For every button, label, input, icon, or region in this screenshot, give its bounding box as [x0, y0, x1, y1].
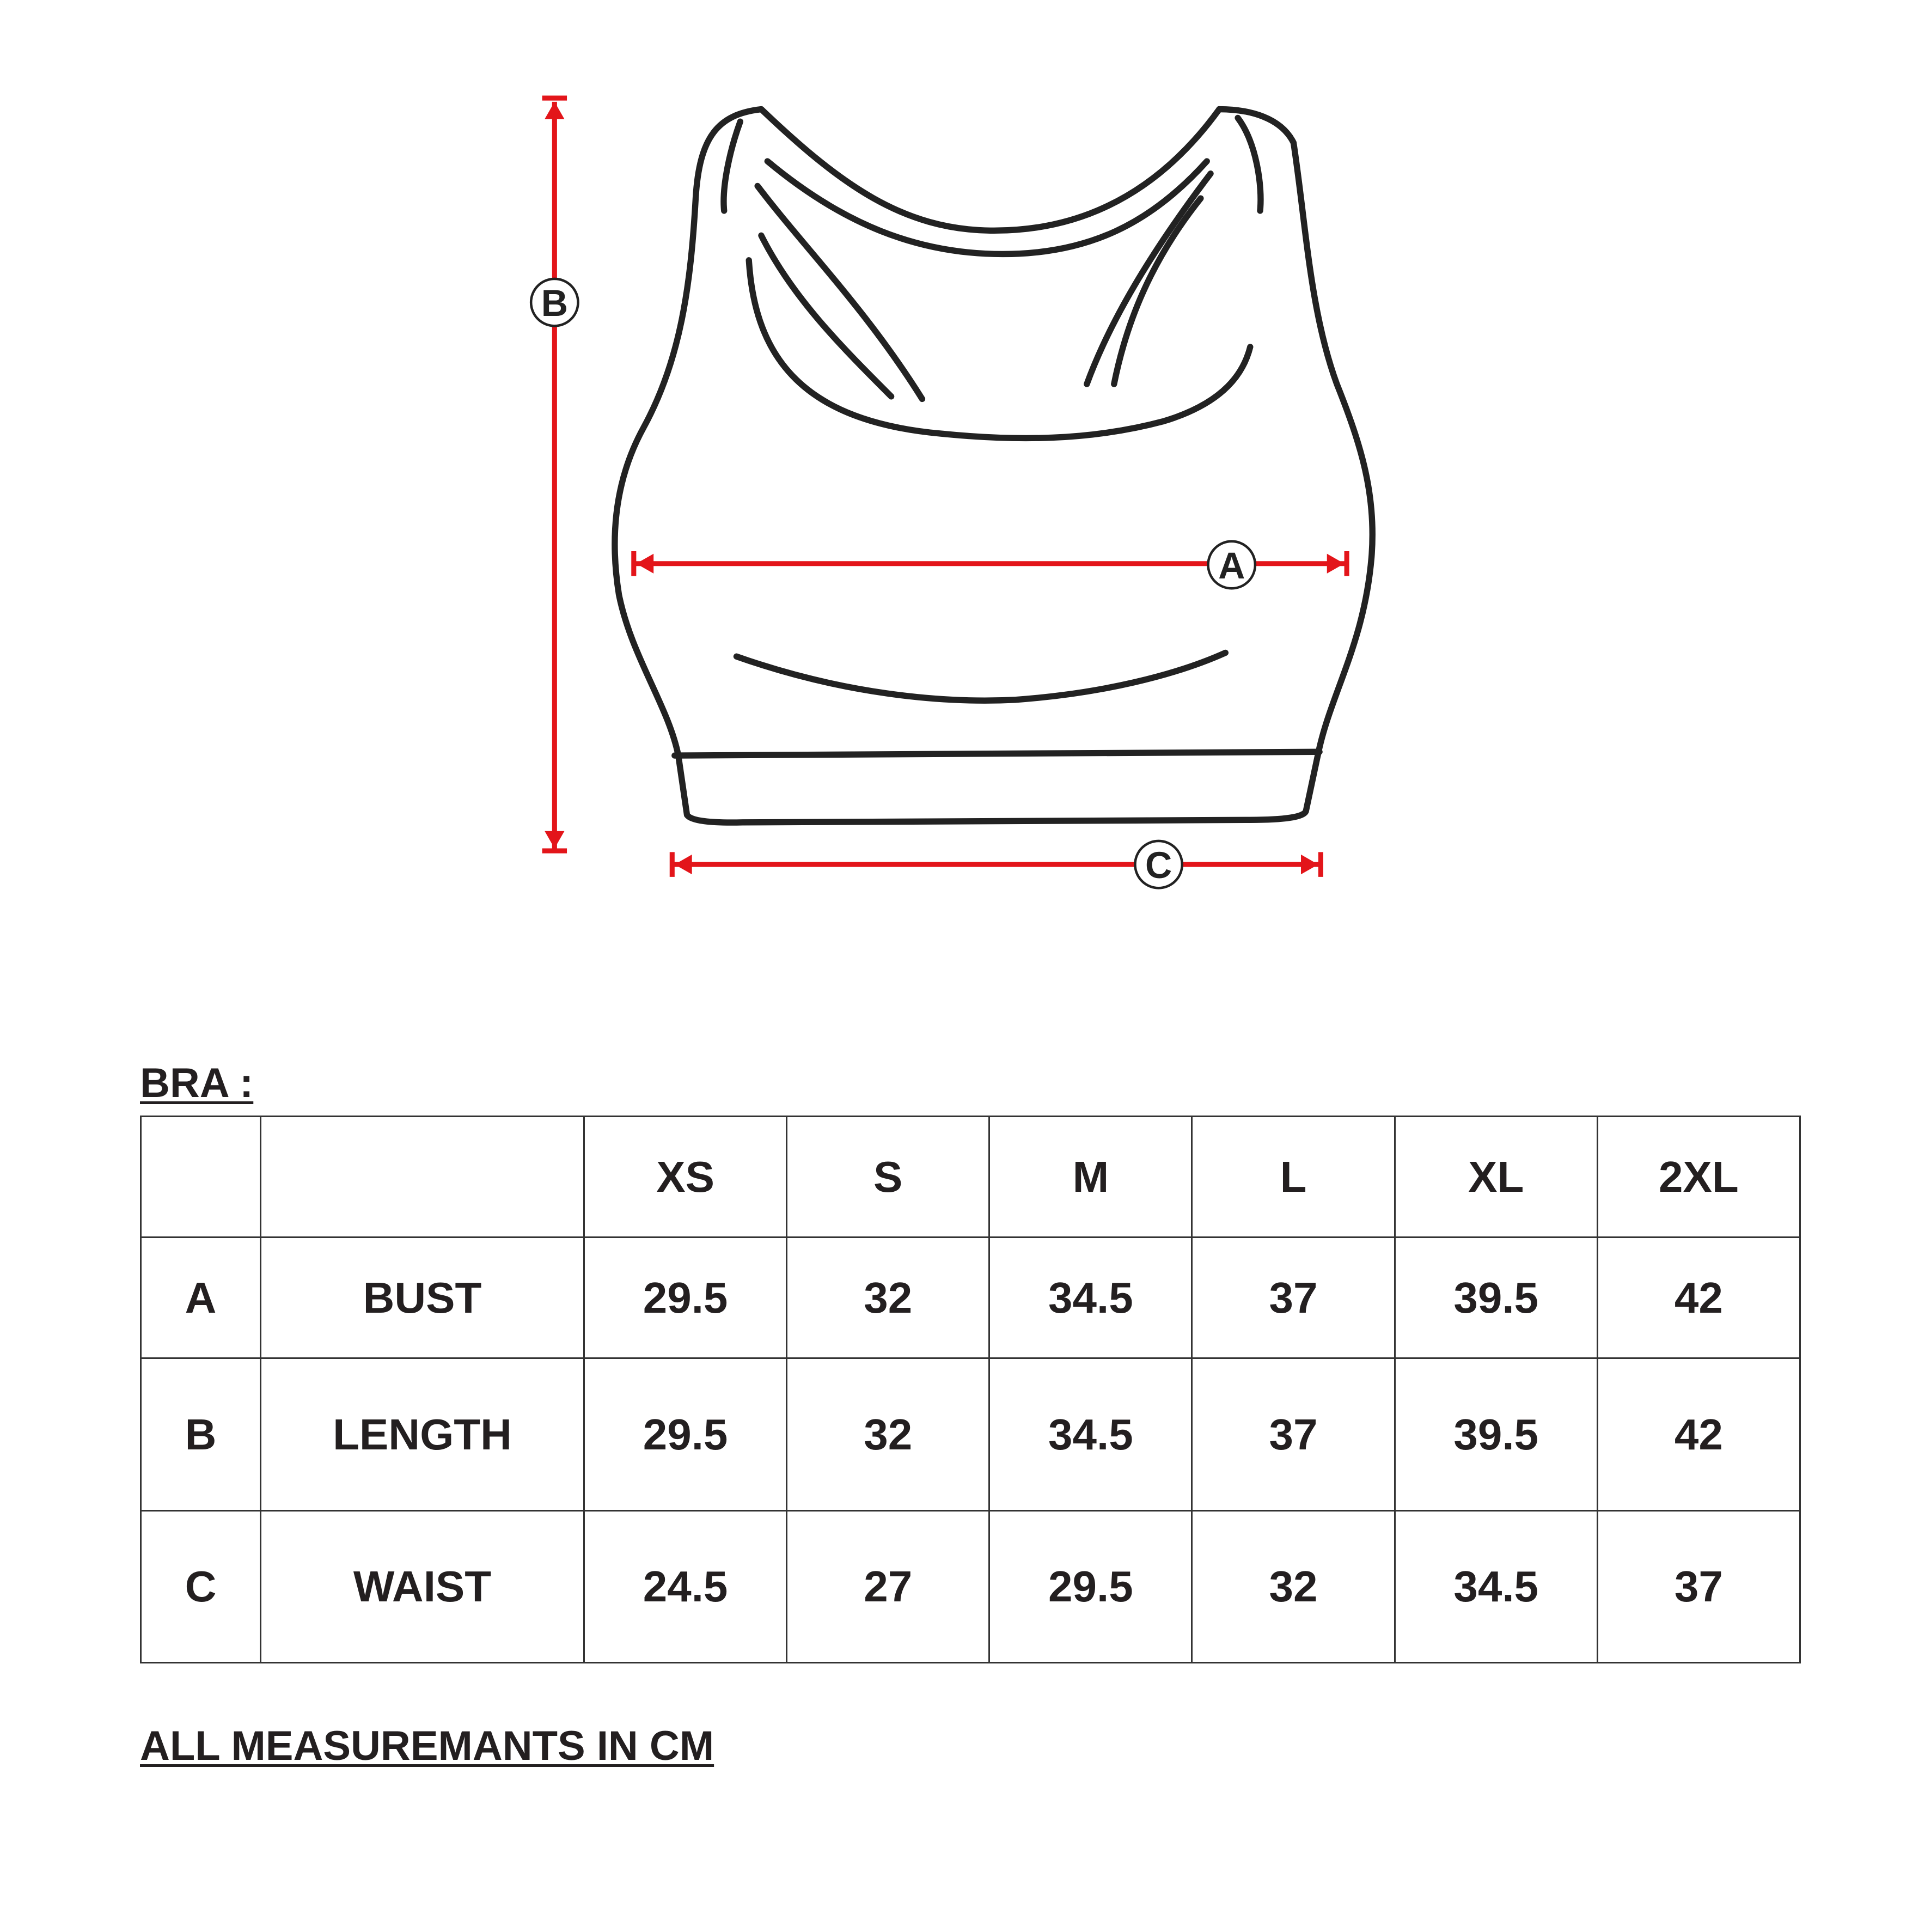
svg-text:A: A	[1218, 545, 1245, 587]
row-label: WAIST	[261, 1511, 584, 1663]
marker-a	[1208, 541, 1255, 588]
table-row	[141, 1238, 1800, 1358]
row-label: BUST	[261, 1238, 584, 1358]
units-note: ALL MEASUREMANTS IN CM	[140, 1723, 714, 1769]
svg-text:C: C	[1145, 845, 1172, 887]
table-row	[141, 1358, 1800, 1511]
value-cell: 39.5	[1395, 1238, 1597, 1358]
value-cell: 37	[1192, 1238, 1395, 1358]
size-header: XL	[1395, 1117, 1597, 1238]
value-cell: 32	[787, 1358, 989, 1511]
size-header: S	[787, 1117, 989, 1238]
value-cell: 42	[1597, 1238, 1800, 1358]
value-cell: 27	[787, 1511, 989, 1663]
size-header: 2XL	[1597, 1117, 1800, 1238]
row-label: LENGTH	[261, 1358, 584, 1511]
header-cell	[141, 1117, 261, 1238]
svg-text:B: B	[541, 283, 568, 325]
header-cell	[261, 1117, 584, 1238]
marker-b	[531, 279, 578, 326]
table-row	[141, 1511, 1800, 1663]
marker-c	[1135, 841, 1182, 888]
value-cell: 29.5	[584, 1358, 787, 1511]
row-key: A	[141, 1238, 261, 1358]
size-header: XS	[584, 1117, 787, 1238]
measurement-arrows	[542, 98, 1347, 877]
value-cell: 34.5	[1395, 1511, 1597, 1663]
value-cell: 34.5	[989, 1238, 1192, 1358]
value-cell: 24.5	[584, 1511, 787, 1663]
value-cell: 32	[787, 1238, 989, 1358]
table-header-row	[141, 1117, 1800, 1238]
value-cell: 29.5	[584, 1238, 787, 1358]
value-cell: 34.5	[989, 1358, 1192, 1511]
row-key: C	[141, 1511, 261, 1663]
value-cell: 32	[1192, 1511, 1395, 1663]
value-cell: 29.5	[989, 1511, 1192, 1663]
bra-outline	[615, 109, 1372, 823]
value-cell: 37	[1192, 1358, 1395, 1511]
size-chart-table	[140, 1116, 1801, 1663]
value-cell: 42	[1597, 1358, 1800, 1511]
size-header: M	[989, 1117, 1192, 1238]
value-cell: 37	[1597, 1511, 1800, 1663]
value-cell: 39.5	[1395, 1358, 1597, 1511]
row-key: B	[141, 1358, 261, 1511]
size-header: L	[1192, 1117, 1395, 1238]
section-title: BRA :	[140, 1060, 254, 1106]
